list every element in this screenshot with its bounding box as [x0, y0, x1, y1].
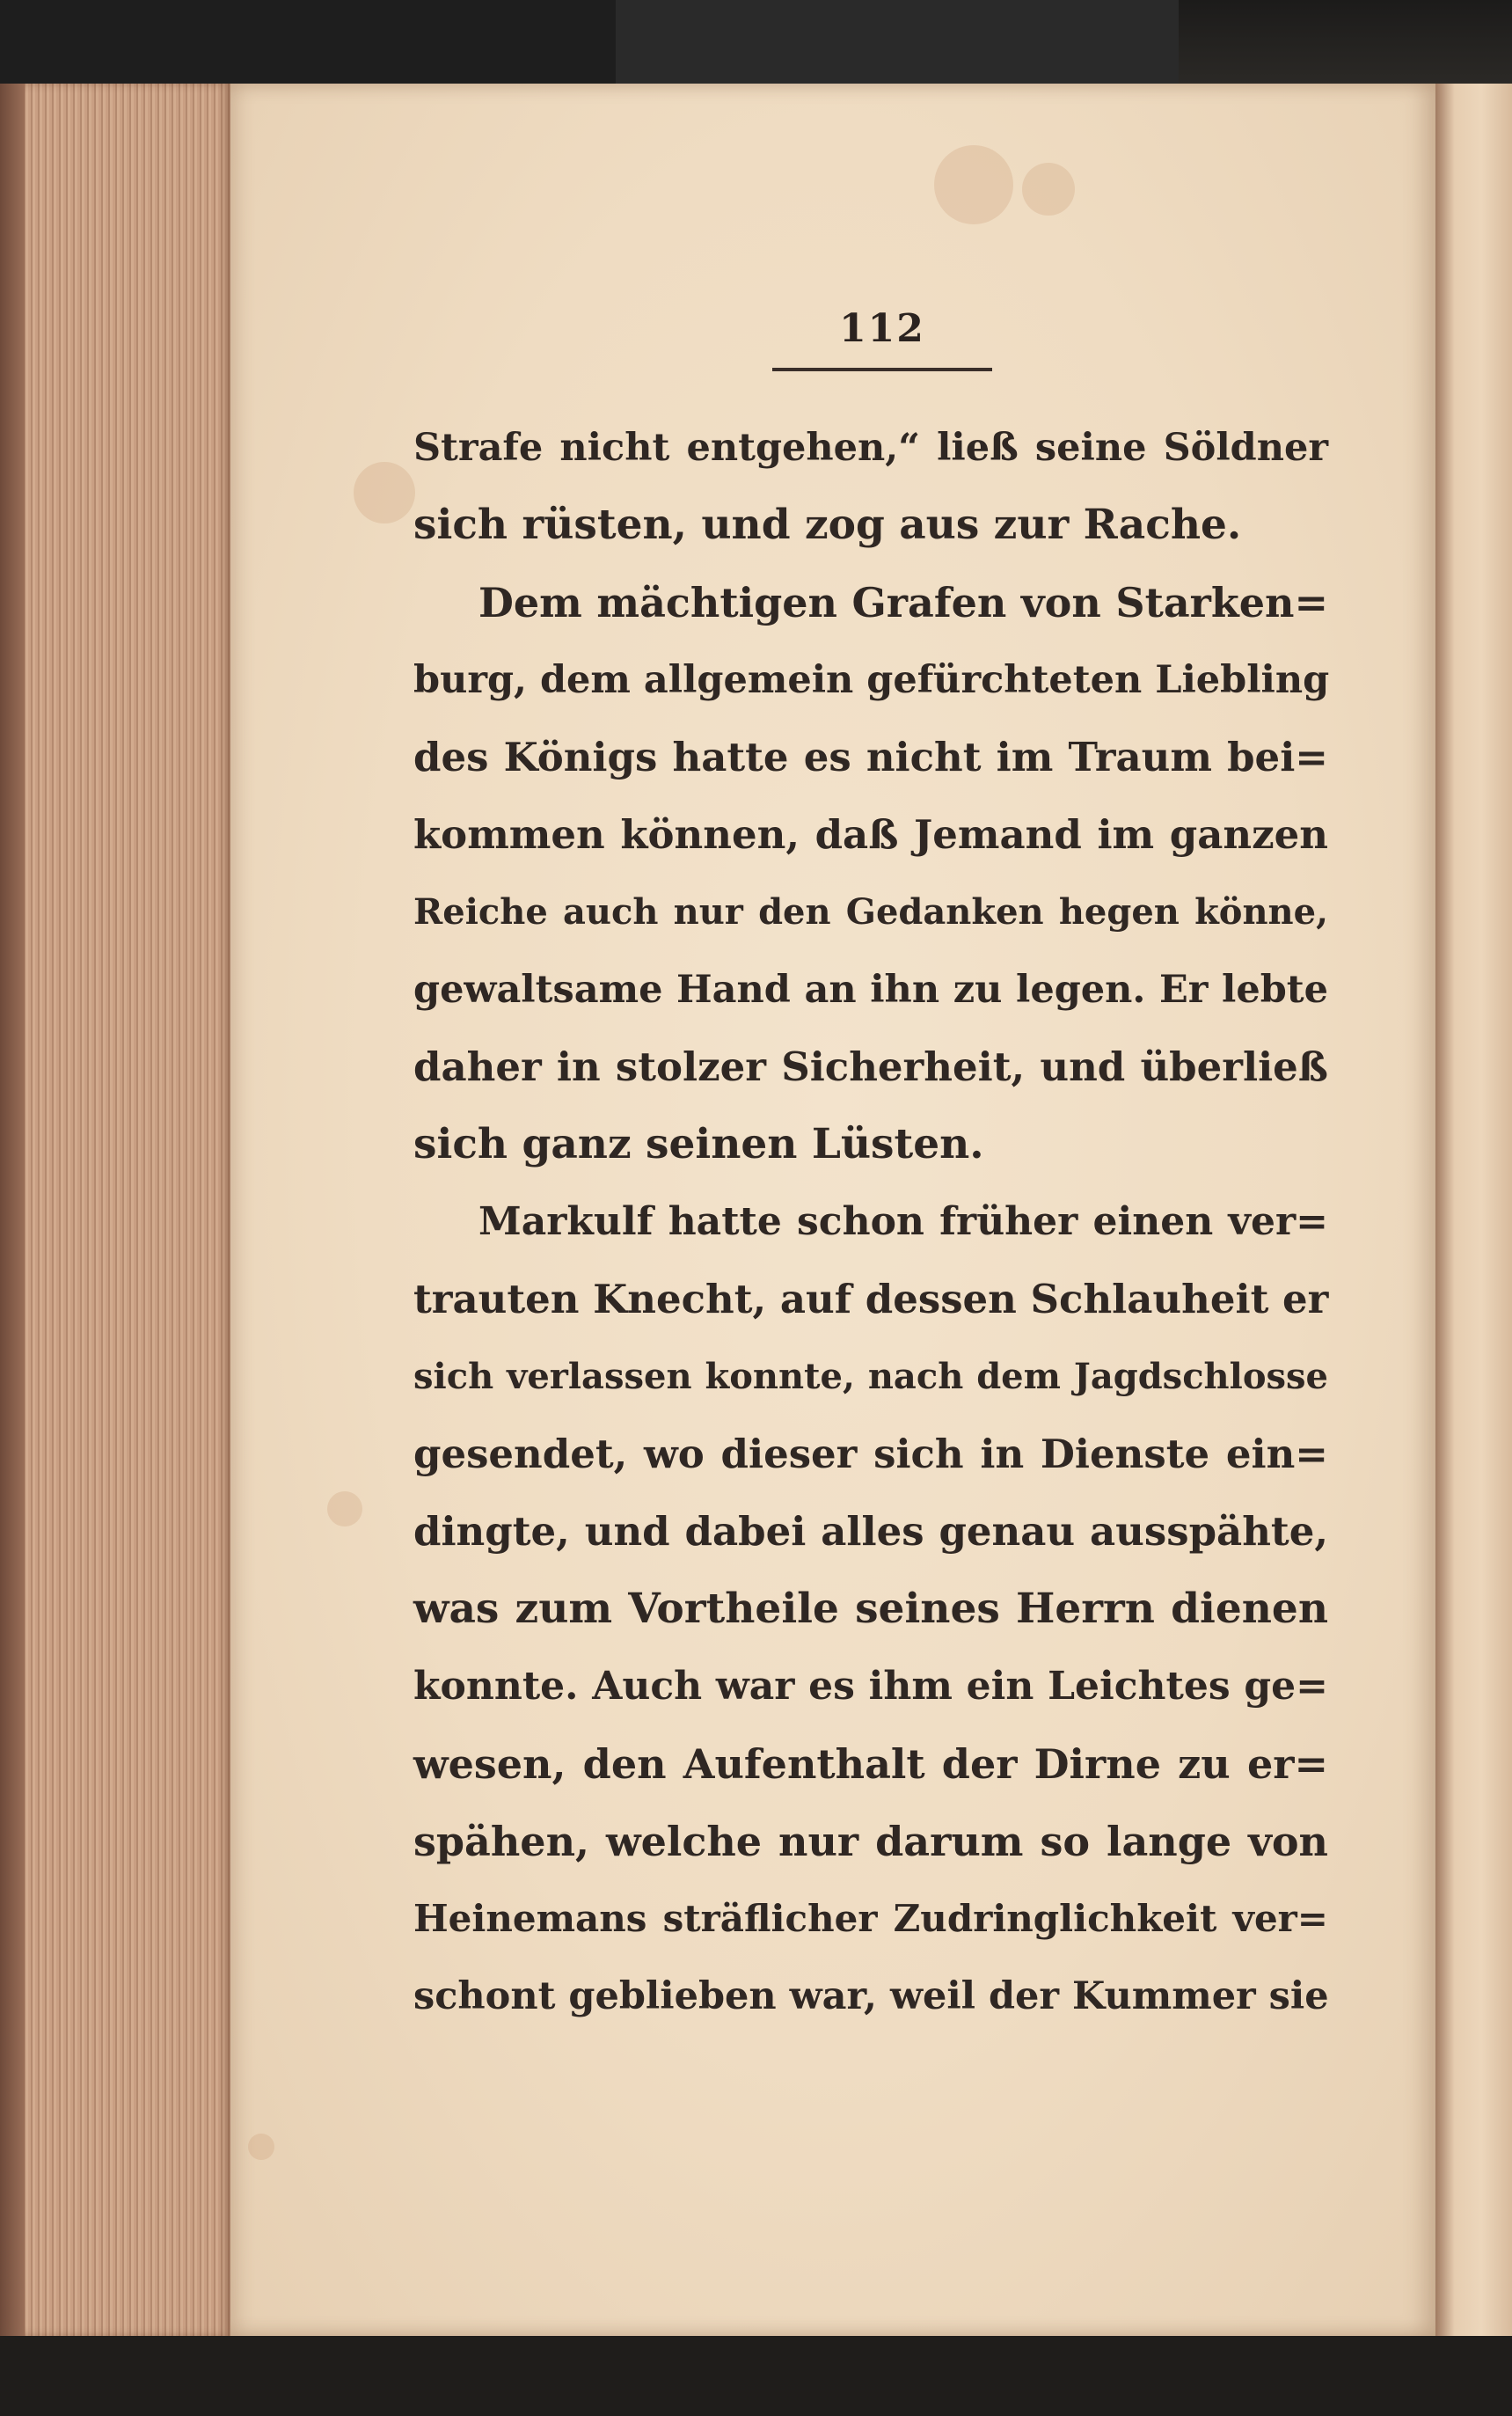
text-line: schont geblieben war, weil der Kummer sie — [413, 1974, 1329, 2018]
text-line: Reiche auch nur den Gedanken hegen könne, — [413, 891, 1328, 933]
next-page-sliver — [1435, 84, 1512, 2336]
text-line: daher in stolzer Sicherheit, und überließ — [413, 1043, 1328, 1090]
paper-stain — [934, 145, 1013, 224]
book-cover-edge — [0, 84, 25, 2336]
text-line: sich rüsten, und zog aus zur Rache. — [413, 501, 1242, 549]
text-line: trauten Knecht, auf dessen Schlauheit er — [413, 1276, 1329, 1322]
text-line: konnte. Auch war es ihm ein Leichtes ge= — [413, 1664, 1328, 1709]
background-top — [0, 0, 1512, 84]
text-line: gesendet, wo dieser sich in Dienste ein= — [413, 1431, 1328, 1477]
text-line: gewaltsame Hand an ihn zu legen. Er lebte — [413, 968, 1328, 1012]
text-line: burg, dem allgemein gefürchteten Liebling — [413, 658, 1330, 702]
text-line: Heinemans sträflicher Zudringlichkeit ver= — [413, 1897, 1328, 1940]
body-text — [413, 409, 1328, 2035]
text-line: spähen, welche nur darum so lange von — [413, 1818, 1328, 1865]
paper-stain — [248, 2134, 274, 2160]
text-line: kommen können, daß Jemand im ganzen — [413, 811, 1328, 858]
paper-stain — [354, 462, 415, 523]
text-line: sich ganz seinen Lüsten. — [413, 1120, 984, 1168]
book-page-edges — [0, 84, 230, 2336]
paper-stain — [1022, 163, 1075, 216]
background-bottom — [0, 2336, 1512, 2416]
header-rule — [772, 368, 992, 371]
text-line: dingte, und dabei alles genau ausspähte, — [413, 1508, 1328, 1555]
text-line: des Königs hatte es nicht im Traum bei= — [413, 734, 1328, 780]
text-line: wesen, den Aufenthalt der Dirne zu er= — [413, 1740, 1328, 1788]
page-number: 112 — [839, 306, 925, 351]
text-line: Dem mächtigen Grafen von Starken= — [478, 579, 1328, 626]
text-line: Strafe nicht entgehen,“ ließ seine Söldner — [413, 426, 1328, 470]
text-line: Markulf hatte schon früher einen ver= — [478, 1199, 1328, 1244]
background-panel-left — [0, 0, 616, 84]
text-line: sich verlassen konnte, nach dem Jagdschlosse — [413, 1356, 1328, 1397]
background-panel-right — [616, 0, 1179, 84]
paper-stain — [327, 1491, 362, 1526]
text-line: was zum Vortheile seines Herrn dienen — [413, 1585, 1328, 1633]
